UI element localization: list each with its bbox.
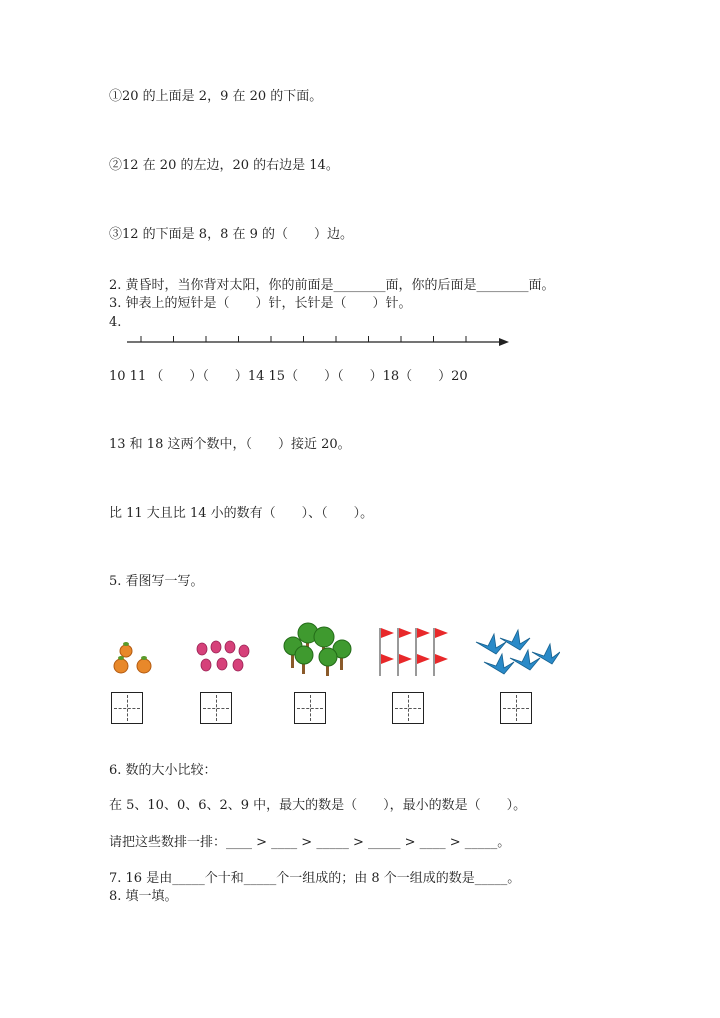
question-3: 3. 钟表上的短针是（ ）针，长针是（ ）针。 <box>109 296 412 311</box>
question-5-label: 5. 看图写一写。 <box>109 574 204 589</box>
order-question: 请把这些数排一排：____ > ____ > _____ > _____ > ____ > _____。 <box>109 835 511 850</box>
question-6-label: 6. 数的大小比较： <box>109 763 217 778</box>
between-question: 比 11 大且比 14 小的数有（ ）、（ ）。 <box>109 506 374 521</box>
answer-box-1[interactable] <box>111 692 143 724</box>
question-4-label: 4. <box>109 315 122 330</box>
max-min-question: 在 5、10、0、6、2、9 中，最大的数是（ ），最小的数是（ ）。 <box>109 798 527 813</box>
question-2: 2. 黄昏时，当你背对太阳，你的前面是________面，你的后面是________面。 <box>109 278 555 293</box>
answer-box-4[interactable] <box>392 692 424 724</box>
strawberry-icon <box>192 637 254 677</box>
number-line-arrow <box>499 338 509 346</box>
tree-icon <box>282 622 354 678</box>
question-7: 7. 16 是由_____个十和_____个一组成的；由 8 个一组成的数是_____。 <box>109 871 521 886</box>
answer-box-5[interactable] <box>500 692 532 724</box>
number-line <box>125 332 515 352</box>
closer-question: 13 和 18 这两个数中，（ ）接近 20。 <box>109 437 351 452</box>
fruit-icon <box>110 640 160 680</box>
q1-item-1: ①20 的上面是 2，9 在 20 的下面。 <box>109 89 323 104</box>
q1-item-3: ③12 的下面是 8，8 在 9 的（ ）边。 <box>109 227 354 242</box>
answer-box-2[interactable] <box>200 692 232 724</box>
number-line-ticks <box>141 336 466 342</box>
q1-item-2: ②12 在 20 的左边，20 的右边是 14。 <box>109 158 339 173</box>
number-row: 10 11 （ ）（ ）14 15（ ）（ ）18（ ）20 <box>109 369 468 384</box>
question-8-label: 8. 填一填。 <box>109 889 178 904</box>
answer-box-3[interactable] <box>294 692 326 724</box>
paper-crane-icon <box>474 628 560 676</box>
flag-icon <box>376 626 450 678</box>
